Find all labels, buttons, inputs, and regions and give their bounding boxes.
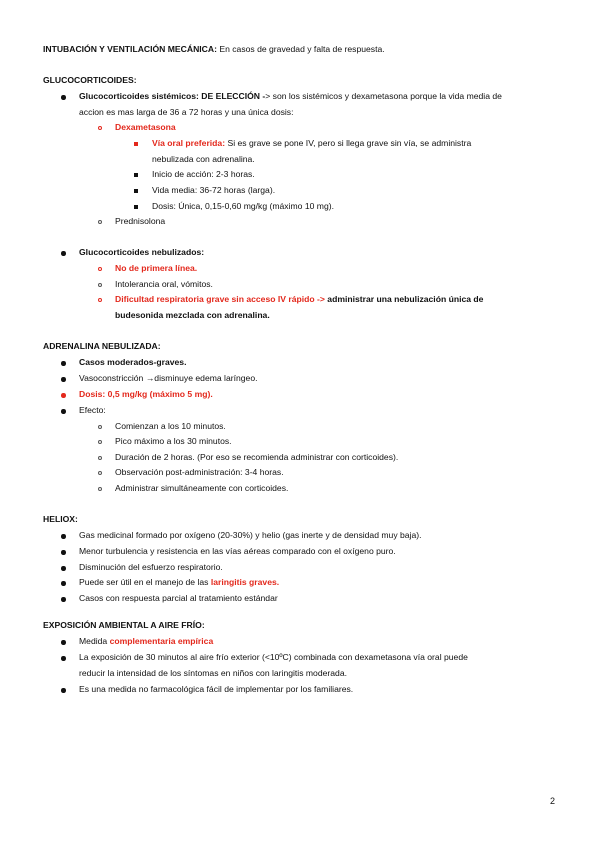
gluco-sist-text2: accion es mas larga de 36 a 72 horas y una única dosis: <box>79 107 294 117</box>
dexametasona-label: Dexametasona <box>115 122 176 132</box>
bullet-dot <box>61 597 66 602</box>
efecto-4: Observación post-administración: 3-4 horas. <box>115 467 284 477</box>
bullet-dot <box>61 581 66 586</box>
frio-2: La exposición de 30 minutos al aire frío exterior (<10ºC) combinada con dexametasona vía oral puede <box>79 652 468 662</box>
frio-3: Es una medida no farmacológica fácil de implementar por los familiares. <box>79 684 354 694</box>
via-oral-text: Si es grave se pone IV, pero si llega grave sin vía, se administra <box>225 138 472 148</box>
bullet-circle <box>98 456 102 460</box>
bullet-dot <box>61 393 66 398</box>
neb-dificultad-black: administrar una nebulización única de <box>324 294 484 304</box>
heliox-2: Menor turbulencia y resistencia en las vías aéreas comparado con el oxígeno puro. <box>79 546 396 556</box>
bullet-square <box>134 173 138 177</box>
frio-heading: EXPOSICIÓN AMBIENTAL A AIRE FRÍO: <box>43 620 205 630</box>
frio-1a: Medida <box>79 636 110 646</box>
heliox-4b: laringitis graves. <box>210 577 280 587</box>
vida-media: Vida media: 36-72 horas (larga). <box>152 185 276 195</box>
bullet-dot <box>61 377 66 382</box>
adren-dosis: Dosis: 0,5 mg/kg (máximo 5 mg). <box>79 389 213 399</box>
gluco-sist-line <box>79 91 502 102</box>
dosis-unica: Dosis: Única, 0,15-0,60 mg/kg (máximo 10 mg). <box>152 201 334 211</box>
adren-vaso: Vasoconstricción →disminuye edema laríngeo. <box>79 373 258 383</box>
bullet-dot <box>61 550 66 555</box>
bullet-dot <box>61 688 66 693</box>
bullet-circle <box>98 471 102 475</box>
frio-2b: reducir la intensidad de los síntomas en niños con laringitis moderada. <box>79 668 347 678</box>
bullet-dot <box>61 566 66 571</box>
neb-intolerancia: Intolerancia oral, vómitos. <box>115 279 213 289</box>
intubacion-line <box>43 44 385 55</box>
bullet-circle <box>98 220 102 224</box>
bullet-dot <box>61 656 66 661</box>
bullet-circle <box>98 425 102 429</box>
heliox-4-line <box>79 577 279 588</box>
adren-casos: Casos moderados-graves. <box>79 357 187 367</box>
heliox-1: Gas medicinal formado por oxígeno (20-30%) y helio (gas inerte y de densidad muy baja). <box>79 530 422 540</box>
gluco-neb-heading: Glucocorticoides nebulizados: <box>79 247 205 257</box>
neb-dificultad-2: budesonida mezclada con adrenalina. <box>115 310 270 320</box>
bullet-square <box>134 205 138 209</box>
bullet-square <box>134 142 138 146</box>
gluco-sist-text: > son los sistémicos y dexametasona porque la vida media de <box>265 91 502 101</box>
intubacion-label: INTUBACIÓN Y VENTILACIÓN MECÁNICA: <box>43 44 217 54</box>
bullet-dot <box>61 251 66 256</box>
via-oral-text2: nebulizada con adrenalina. <box>152 154 255 164</box>
bullet-circle <box>98 298 102 302</box>
efecto-2: Pico máximo a los 30 minutos. <box>115 436 232 446</box>
prednisolona: Prednisolona <box>115 216 166 226</box>
bullet-dot <box>61 95 66 100</box>
frio-1b: complementaria empírica <box>109 636 214 646</box>
bullet-dot <box>61 640 66 645</box>
adrenalina-heading: ADRENALINA NEBULIZADA: <box>43 341 161 351</box>
frio-1-line <box>79 636 213 647</box>
bullet-circle <box>98 440 102 444</box>
bullet-circle <box>98 283 102 287</box>
bullet-dot <box>61 534 66 539</box>
heliox-heading: HELIOX: <box>43 514 78 524</box>
bullet-dot <box>61 361 66 366</box>
efecto-1: Comienzan a los 10 minutos. <box>115 421 226 431</box>
page-number: 2 <box>550 796 556 806</box>
heliox-3: Disminución del esfuerzo respiratorio. <box>79 562 223 572</box>
bullet-circle <box>98 487 102 491</box>
via-oral-line <box>152 138 471 149</box>
neb-dificultad-red: Dificultad respiratoria grave sin acceso IV rápido -> <box>115 294 325 304</box>
bullet-circle <box>98 267 102 271</box>
gluco-sist-bold: Glucocorticoides sistémicos: DE ELECCIÓN - <box>79 91 266 101</box>
intubacion-text: En casos de gravedad y falta de respuesta. <box>216 44 385 54</box>
bullet-dot <box>61 409 66 414</box>
neb-dificultad-line <box>115 294 483 305</box>
efecto-3: Duración de 2 horas. (Por eso se recomienda administrar con corticoides). <box>115 452 399 462</box>
adren-efecto: Efecto: <box>79 405 106 415</box>
inicio-accion: Inicio de acción: 2-3 horas. <box>152 169 255 179</box>
bullet-circle <box>98 126 102 130</box>
gluco-heading: GLUCOCORTICOIDES: <box>43 75 137 85</box>
efecto-5: Administrar simultáneamente con corticoides. <box>115 483 289 493</box>
neb-primera-linea: No de primera línea. <box>115 263 198 273</box>
via-oral-label: Vía oral preferida: <box>152 138 226 148</box>
heliox-5: Casos con respuesta parcial al tratamiento estándar <box>79 593 278 603</box>
heliox-4a: Puede ser útil en el manejo de las <box>79 577 211 587</box>
bullet-square <box>134 189 138 193</box>
